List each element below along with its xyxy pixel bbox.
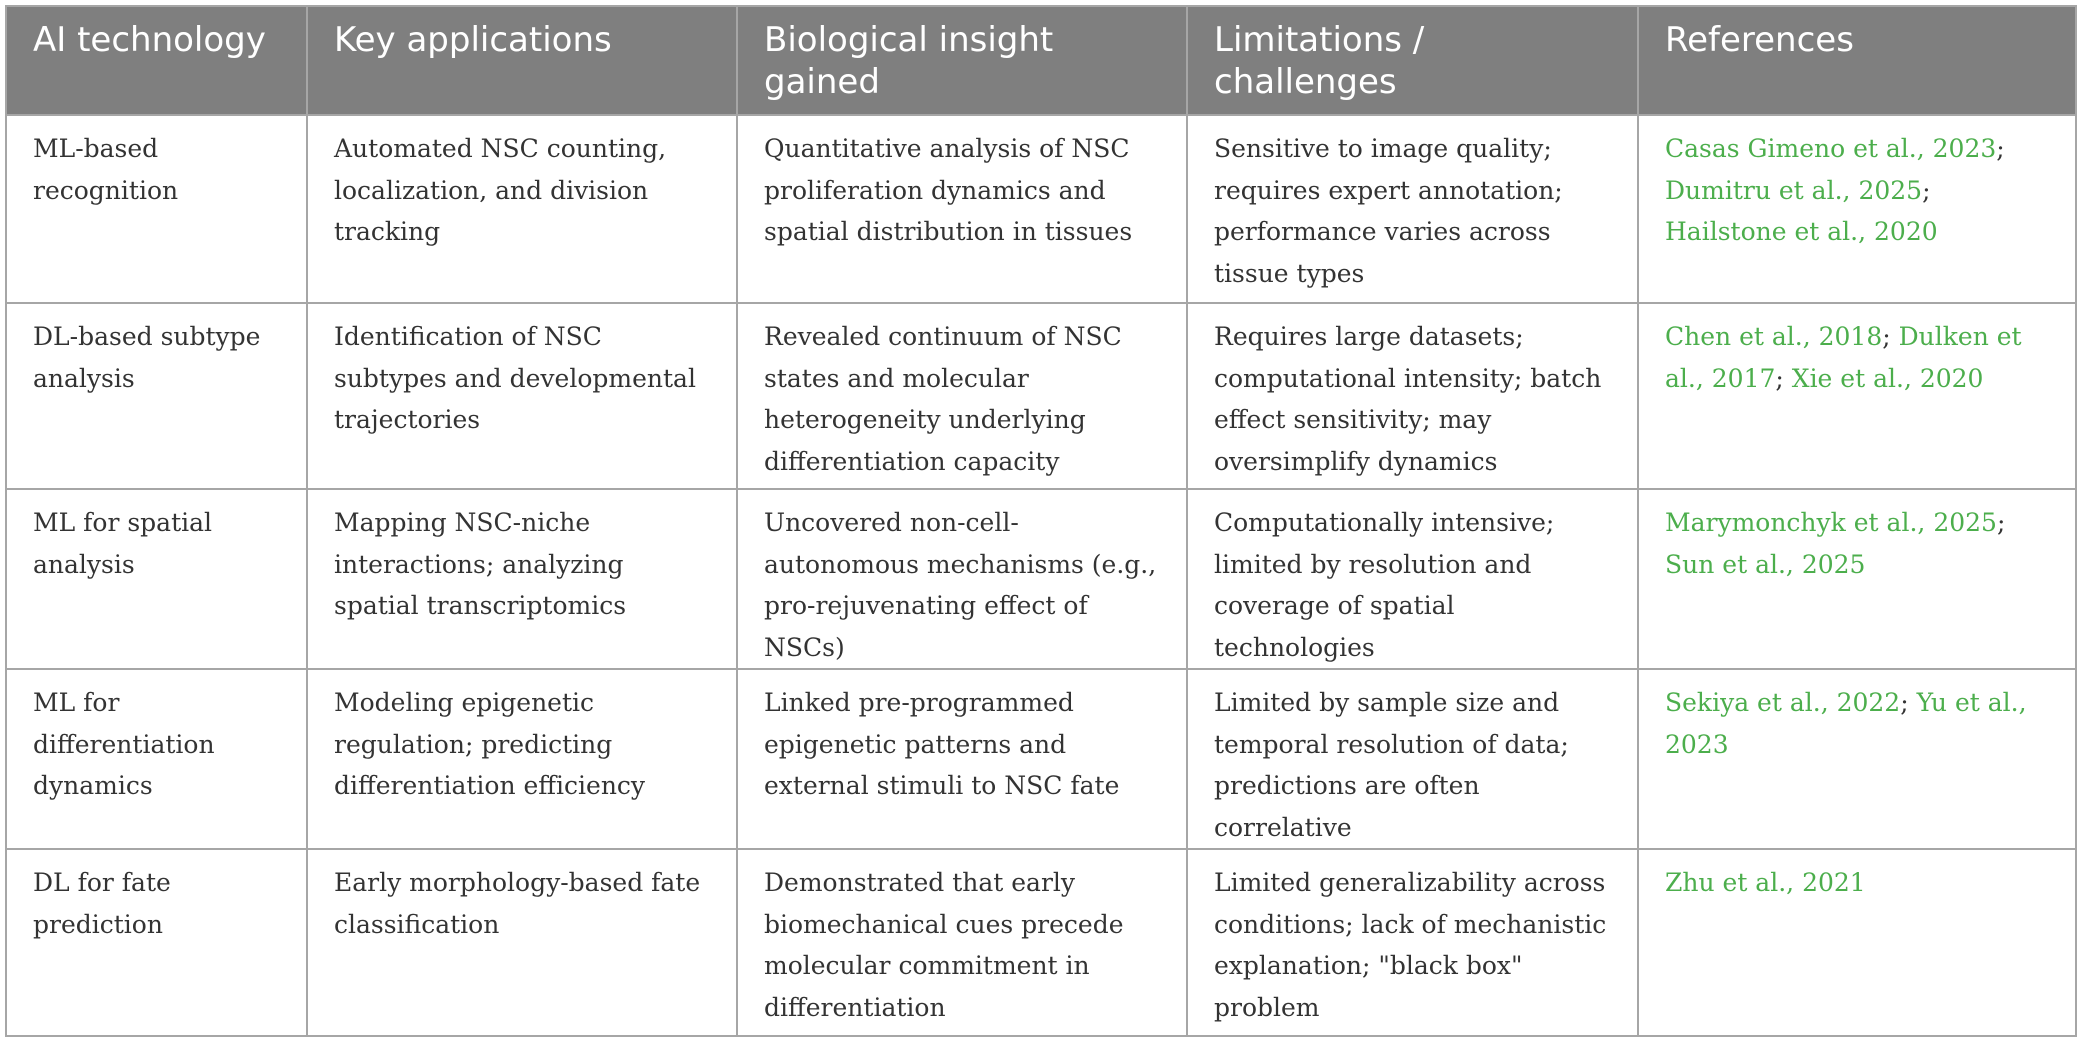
reference-year-link[interactable]: 2020 [1874, 217, 1938, 246]
reference-year-link[interactable]: 2025 [1858, 175, 1923, 205]
reference-link[interactable]: Dumitru et al. [1665, 175, 1843, 205]
reference-link[interactable]: Xie et al. [1791, 363, 1904, 393]
cell-insight: Quantitative analysis of NSC proliferation dynamics and spatial distribution in tissues [737, 115, 1187, 303]
reference-link[interactable]: Marymonchyk et al. [1665, 508, 1918, 537]
table-row [6, 849, 2076, 1036]
cell-limitations: Limited by sample size and temporal resolution of data; predictions are often correlative [1187, 669, 1638, 849]
reference-link[interactable]: Dulken et al. [1665, 322, 2022, 393]
cell-limitations: Computationally intensive; limited by resolution and coverage of spatial technologies [1187, 489, 1638, 669]
cell-insight: Revealed continuum of NSC states and molecular heterogeneity underlying differentiation capacity [737, 303, 1187, 489]
header-limitations: Limitations / challenges [1187, 6, 1638, 115]
reference-year-link[interactable]: 2025 [1933, 508, 1997, 537]
header-references: References [1638, 6, 2076, 115]
reference-link[interactable]: Hailstone et al. [1665, 217, 1859, 246]
table-row [6, 303, 2076, 489]
cell-applications: Early morphology-based fate classification [307, 849, 737, 1036]
reference-year-link[interactable]: 2025 [1801, 549, 1866, 579]
ai-nsc-table [5, 5, 2077, 1037]
cell-references: Chen et al., 2018; Dulken et al., 2017; Xie et al., 2020 [1638, 303, 2076, 489]
table-row [6, 489, 2076, 669]
reference-year-link[interactable]: 2023 [1665, 729, 1729, 759]
cell-limitations: Limited generalizability across conditions; lack of mechanistic explanation; "black box" problem [1187, 849, 1638, 1036]
cell-technology: DL-based subtype analysis [6, 303, 307, 489]
cell-references: Zhu et al., 2021 [1638, 849, 2076, 1036]
cell-references: Casas Gimeno et al., 2023; Dumitru et al., 2025; Hailstone et al., 2020 [1638, 115, 2076, 303]
reference-link[interactable]: Chen et al. [1665, 322, 1803, 351]
reference-year-link[interactable]: 2023 [1932, 134, 1997, 163]
cell-references: Marymonchyk et al., 2025; Sun et al., 2025 [1638, 489, 2076, 669]
cell-insight: Linked pre-programmed epigenetic patterns and external stimuli to NSC fate [737, 669, 1187, 849]
reference-year-link[interactable]: 2018 [1818, 322, 1883, 351]
cell-technology: ML for differentiation dynamics [6, 669, 307, 849]
reference-link[interactable]: Zhu et al. [1665, 868, 1787, 897]
cell-insight: Uncovered non-cell-autonomous mechanisms (e.g., pro-rejuvenating effect of NSCs) [737, 489, 1187, 669]
cell-technology: ML for spatial analysis [6, 489, 307, 669]
cell-applications: Modeling epigenetic regulation; predicting differentiation efficiency [307, 669, 737, 849]
cell-applications: Mapping NSC-niche interactions; analyzing spatial transcriptomics [307, 489, 737, 669]
cell-technology: DL for fate prediction [6, 849, 307, 1036]
cell-applications: Automated NSC counting, localization, and division tracking [307, 115, 737, 303]
reference-link[interactable]: Sun et al. [1665, 549, 1786, 579]
reference-year-link[interactable]: 2020 [1919, 363, 1984, 393]
reference-year-link[interactable]: 2022 [1836, 688, 1901, 717]
reference-link[interactable]: Yu et al. [1916, 688, 2019, 717]
cell-insight: Demonstrated that early biomechanical cues precede molecular commitment in differentiation [737, 849, 1187, 1036]
cell-technology: ML-based recognition [6, 115, 307, 303]
table-row [6, 115, 2076, 303]
reference-link[interactable]: Casas Gimeno et al. [1665, 134, 1917, 163]
cell-limitations: Sensitive to image quality; requires expert annotation; performance varies across tissue types [1187, 115, 1638, 303]
reference-year-link[interactable]: 2017 [1711, 363, 1776, 393]
cell-applications: Identification of NSC subtypes and developmental trajectories [307, 303, 737, 489]
table-row [6, 669, 2076, 849]
table-header-row [6, 6, 2076, 115]
cell-references: Sekiya et al., 2022; Yu et al., 2023 [1638, 669, 2076, 849]
cell-limitations: Requires large datasets; computational intensity; batch effect sensitivity; may oversimplify dynamics [1187, 303, 1638, 489]
reference-link[interactable]: Sekiya et al. [1665, 688, 1821, 717]
header-ai-technology: AI technology [6, 6, 307, 115]
header-key-applications: Key applications [307, 6, 737, 115]
reference-year-link[interactable]: 2021 [1802, 868, 1866, 897]
header-biological-insight: Biological insight gained [737, 6, 1187, 115]
